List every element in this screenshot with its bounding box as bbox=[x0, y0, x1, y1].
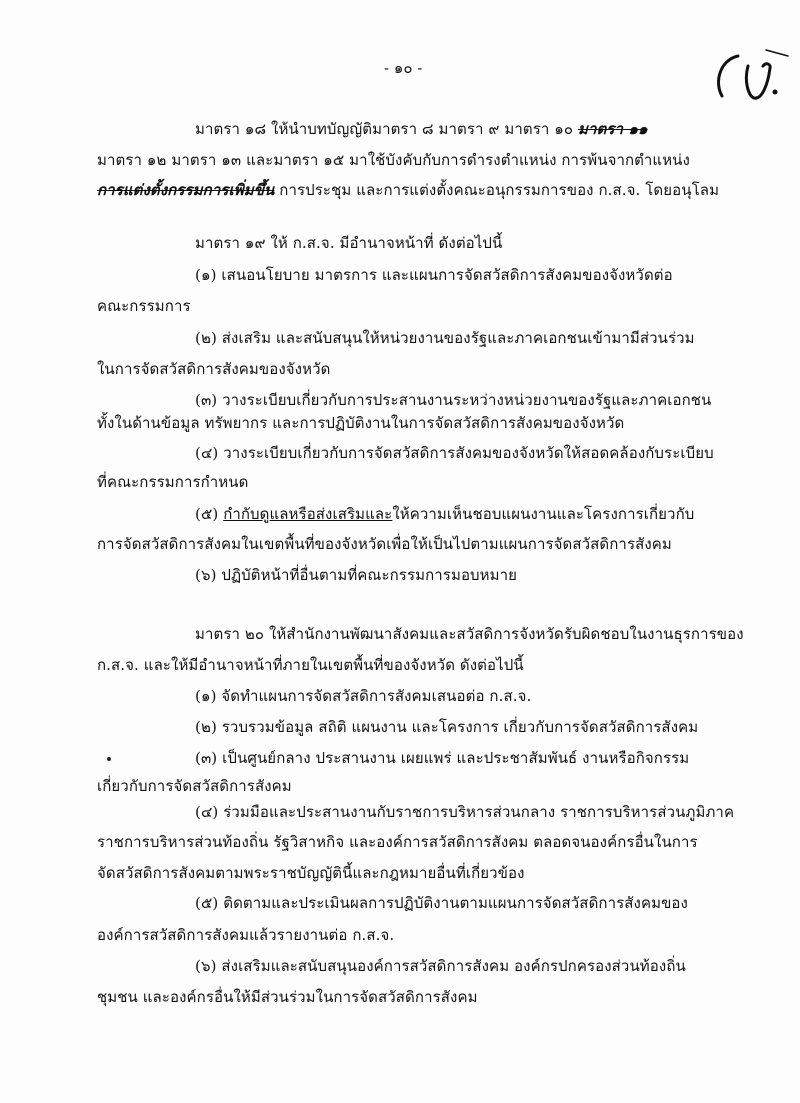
section19-item4-line2: ที่คณะกรรมการกำหนด bbox=[97, 473, 249, 491]
section20-item4-line3: จัดสวัสดิการสังคมตามพระราชบัญญัตินี้และกฎหมายอื่นที่เกี่ยวข้อง bbox=[97, 864, 525, 882]
scan-speck bbox=[107, 757, 111, 761]
section19-item1-line2: คณะกรรมการ bbox=[97, 297, 191, 315]
section18-struck-phrase: การแต่งตั้งกรรมการเพิ่มขึ้น bbox=[97, 181, 275, 199]
section20-item1: (๑) จัดทำแผนการจัดสวัสดิการสังคมเสนอต่อ ก.ส.จ. bbox=[195, 687, 532, 705]
section20-item5-line2: องค์การสวัสดิการสังคมแล้วรายงานต่อ ก.ส.จ. bbox=[97, 926, 395, 944]
section20-item4-line1: (๔) ร่วมมือและประสานงานกับราชการบริหารส่วนกลาง ราชการบริหารส่วนภูมิภาค bbox=[195, 803, 735, 821]
section19-item6: (๖) ปฏิบัติหน้าที่อื่นตามที่คณะกรรมการมอบหมาย bbox=[195, 566, 518, 584]
section20-intro-line1: มาตรา ๒๐ ให้สำนักงานพัฒนาสังคมและสวัสดิการจังหวัดรับผิดชอบในงานธุรการของ bbox=[195, 625, 744, 643]
section19-item5-text: ให้ความเห็นชอบแผนงานและโครงการเกี่ยวกับ bbox=[392, 505, 695, 523]
section18-line1 bbox=[195, 119, 648, 139]
section19-intro: มาตรา ๑๙ ให้ ก.ส.จ. มีอำนาจหน้าที่ ดังต่อไปนี้ bbox=[195, 234, 503, 252]
section20-item4-line2: ราชการบริหารส่วนท้องถิ่น รัฐวิสาหกิจ และองค์การสวัสดิการสังคม ตลอดจนองค์กรอื่นในการ bbox=[97, 833, 698, 851]
section19-item4-line1: (๔) วางระเบียบเกี่ยวกับการจัดสวัสดิการสังคมของจังหวัดให้สอดคล้องกับระเบียบ bbox=[195, 444, 714, 462]
section19-item2-line2: ในการจัดสวัสดิการสังคมของจังหวัด bbox=[97, 360, 331, 378]
section19-item5-number: (๕) bbox=[195, 505, 224, 523]
section19-item3-line1: (๓) วางระเบียบเกี่ยวกับการประสานงานระหว่างหน่วยงานของรัฐและภาคเอกชน bbox=[195, 391, 712, 409]
section20-item3-line2: เกี่ยวกับการจัดสวัสดิการสังคม bbox=[97, 777, 292, 795]
section18-line2: มาตรา ๑๒ มาตรา ๑๓ และมาตรา ๑๕ มาใช้บังคับกับการดำรงตำแหน่ง การพ้นจากตำแหน่ง bbox=[97, 151, 690, 169]
section20-item3-line1: (๓) เป็นศูนย์กลาง ประสานงาน เผยแพร่ และประชาสัมพันธ์ งานหรือกิจกรรม bbox=[195, 749, 690, 767]
section19-item5-line1 bbox=[195, 504, 694, 524]
section20-item2: (๒) รวบรวมข้อมูล สถิติ แผนงาน และโครงการ เกี่ยวกับการจัดสวัสดิการสังคม bbox=[195, 718, 699, 736]
section20-intro-line2: ก.ส.จ. และให้มีอำนาจหน้าที่ภายในเขตพื้นที่ของจังหวัด ดังต่อไปนี้ bbox=[97, 656, 524, 674]
section19-item5-underlined: กำกับดูแลหรือส่งเสริมและ bbox=[223, 505, 393, 523]
section18-line3 bbox=[97, 180, 719, 200]
section19-item5-line2: การจัดสวัสดิการสังคมในเขตพื้นที่ของจังหวัดเพื่อให้เป็นไปตามแผนการจัดสวัสดิการสังคม bbox=[97, 535, 672, 553]
section18-line3-text: การประชุม และการแต่งตั้งคณะอนุกรรมการของ ก.ส.จ. โดยอนุโลม bbox=[274, 181, 720, 199]
section19-item2-line1: (๒) ส่งเสริม และสนับสนุนให้หน่วยงานของรัฐและภาคเอกชนเข้ามามีส่วนร่วม bbox=[195, 329, 695, 347]
section20-item6-line2: ชุมชน และองค์กรอื่นให้มีส่วนร่วมในการจัดสวัสดิการสังคม bbox=[97, 988, 478, 1006]
section20-item5-line1: (๕) ติดตามและประเมินผลการปฏิบัติงานตามแผนการจัดสวัสดิการสังคมของ bbox=[195, 894, 688, 912]
section19-item3-line2: ทั้งในด้านข้อมูล ทรัพยากร และการปฏิบัติงานในการจัดสวัสดิการสังคมของจังหวัด bbox=[97, 414, 625, 432]
section18-line1-text: มาตรา ๑๘ ให้นำบทบัญญัติมาตรา ๘ มาตรา ๙ มาตรา ๑๐ bbox=[195, 120, 579, 138]
handwritten-initial-icon bbox=[708, 44, 793, 114]
section20-item6-line1: (๖) ส่งเสริมและสนับสนุนองค์การสวัสดิการสังคม องค์กรปกครองส่วนท้องถิ่น bbox=[195, 957, 686, 975]
page-number: - ๑๐ - bbox=[384, 59, 423, 77]
section19-item1-line1: (๑) เสนอนโยบาย มาตรการ และแผนการจัดสวัสดิการสังคมของจังหวัดต่อ bbox=[195, 266, 673, 284]
section18-struck-text: มาตรา ๑๑ bbox=[578, 120, 648, 138]
